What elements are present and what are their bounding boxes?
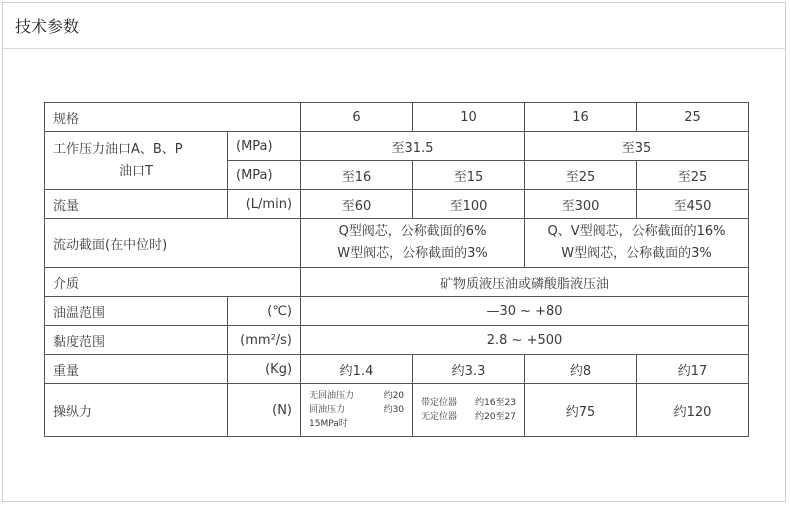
force-6-row1-label: 无回油压力 <box>309 391 355 401</box>
pressure-label <box>45 132 228 190</box>
area-left-line2: W型阀芯，公称截面的3% <box>337 246 488 261</box>
table-row <box>45 132 749 161</box>
force-25: 约120 <box>637 384 749 437</box>
spec-table <box>44 102 749 437</box>
table-row <box>45 297 749 326</box>
spec-label: 规格 <box>45 103 301 132</box>
area-label: 流动截面(在中位时) <box>45 219 301 268</box>
size-10: 10 <box>413 103 525 132</box>
weight-10: 约3.3 <box>413 355 525 384</box>
force-10-row2-value: 约20至27 <box>475 412 517 422</box>
area-left-line1: Q型阀芯，公称截面的6% <box>338 224 487 239</box>
force-10 <box>413 384 525 437</box>
force-10-row2-label: 无定位器 <box>421 412 458 422</box>
flow-label: 流量 <box>45 190 228 219</box>
flow-10: 至100 <box>413 190 525 219</box>
pressure-unit: (MPa) <box>228 132 301 161</box>
force-label: 操纵力 <box>45 384 228 437</box>
size-25: 25 <box>637 103 749 132</box>
weight-label: 重量 <box>45 355 228 384</box>
weight-6: 约1.4 <box>301 355 413 384</box>
medium-label: 介质 <box>45 268 301 297</box>
flow-25: 至450 <box>637 190 749 219</box>
pressure-t-unit: (MPa) <box>228 161 301 190</box>
pressure-abp-small: 至31.5 <box>301 132 525 161</box>
table-row <box>45 219 749 268</box>
temperature-unit: (℃) <box>228 297 301 326</box>
flow-16: 至300 <box>525 190 637 219</box>
medium-value: 矿物质液压油或磷酸脂液压油 <box>301 268 749 297</box>
pressure-label-line1: 工作压力油口A、B、P <box>53 141 183 157</box>
pressure-t-25: 至25 <box>637 161 749 190</box>
force-6-row2-value: 约30 <box>383 405 405 415</box>
size-16: 16 <box>525 103 637 132</box>
weight-25: 约17 <box>637 355 749 384</box>
flow-unit: (L/min) <box>228 190 301 219</box>
viscosity-value: 2.8 ~ +500 <box>301 326 749 355</box>
table-row <box>45 190 749 219</box>
pressure-label-line2: 油口T <box>119 163 153 179</box>
area-right <box>525 219 749 268</box>
panel-title: 技术参数 <box>3 3 785 49</box>
force-unit: (N) <box>228 384 301 437</box>
table-row <box>45 355 749 384</box>
weight-16: 约8 <box>525 355 637 384</box>
pressure-t-6: 至16 <box>301 161 413 190</box>
pressure-t-16: 至25 <box>525 161 637 190</box>
table-row <box>45 103 749 132</box>
viscosity-label: 黏度范围 <box>45 326 228 355</box>
force-6-row3: 15MPa时 <box>309 419 348 429</box>
area-right-line1: Q、V型阀芯，公称截面的16% <box>547 224 726 239</box>
temperature-label: 油温范围 <box>45 297 228 326</box>
force-10-row1-label: 带定位器 <box>421 398 458 408</box>
table-row <box>45 326 749 355</box>
size-6: 6 <box>301 103 413 132</box>
force-6-row2-label: 回油压力 <box>309 405 346 415</box>
area-right-line2: W型阀芯，公称截面的3% <box>561 246 712 261</box>
tech-params-panel <box>2 2 786 502</box>
table-row <box>45 268 749 297</box>
area-left <box>301 219 525 268</box>
weight-unit: (Kg) <box>228 355 301 384</box>
viscosity-unit: (mm²/s) <box>228 326 301 355</box>
force-16: 约75 <box>525 384 637 437</box>
force-6 <box>301 384 413 437</box>
force-10-row1-value: 约16至23 <box>475 398 517 408</box>
pressure-t-10: 至15 <box>413 161 525 190</box>
table-row <box>45 384 749 437</box>
pressure-abp-large: 至35 <box>525 132 749 161</box>
flow-6: 至60 <box>301 190 413 219</box>
force-6-row1-value: 约20 <box>383 391 405 401</box>
temperature-value: —30 ~ +80 <box>301 297 749 326</box>
